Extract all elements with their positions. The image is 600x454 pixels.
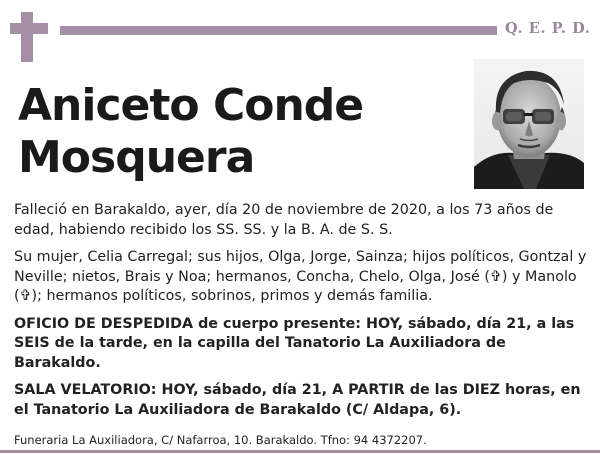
funeral-home-footer: Funeraria La Auxiliadora, C/ Nafarroa, 10. Barakaldo. Tfno: 94 4372207. [14,433,427,447]
cross-icon [21,12,33,62]
header-rule [60,26,497,35]
name-line-2: Mosquera [18,132,255,183]
cross-icon-bar [10,23,48,34]
obituary-body [14,201,589,428]
portrait-photo [474,59,584,189]
name-line-1: Aniceto Conde [18,80,364,131]
bottom-rule [0,450,600,453]
deceased-name [18,80,458,184]
wake-room-paragraph: SALA VELATORIO: HOY, sábado, día 21, A PARTIR de las DIEZ horas, en el Tanatorio La Auxiliadora de Barakaldo (C/ Aldapa, 6). [14,382,581,418]
funeral-service-paragraph: OFICIO DE DESPEDIDA de cuerpo presente: HOY, sábado, día 21, a las SEIS de la tarde, en la capilla del Tanatorio La Auxiliadora de Barakaldo. [14,315,575,371]
death-notice-paragraph: Falleció en Barakaldo, ayer, día 20 de noviembre de 2020, a los 73 años de edad, habiendo recibido los SS. SS. y la B. A. de S. S. [14,202,554,238]
qepd-label: Q. E. P. D. [505,20,591,37]
family-paragraph: Su mujer, Celia Carregal; sus hijos, Olga, Jorge, Sainza; hijos políticos, Gontzal y Neville; nietos, Brais y Noa; hermanos, Concha, Chelo, Olga, José (✞) y Manolo (✞); hermanos políticos, sobrinos, primos y demás familia. [14,249,587,304]
